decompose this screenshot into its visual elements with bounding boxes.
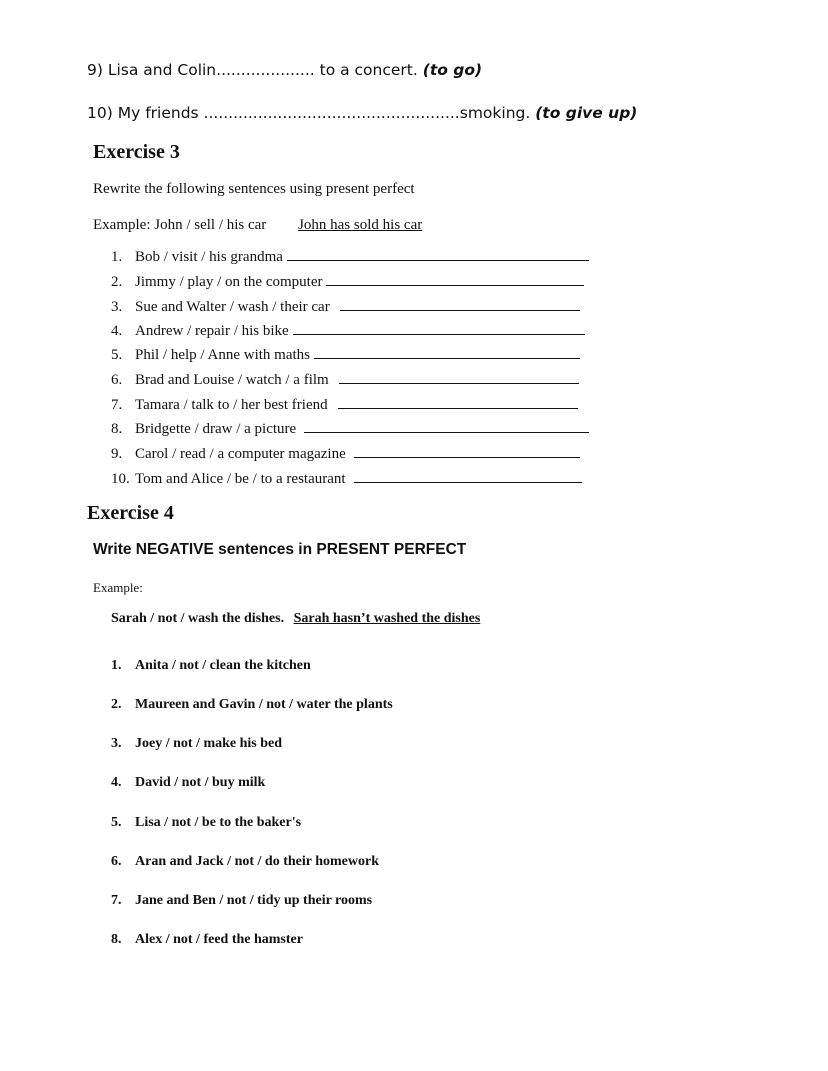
item-text: David / not / buy milk — [135, 775, 266, 790]
answer-line[interactable] — [293, 322, 585, 335]
exercise3-item — [111, 248, 589, 266]
example-prompt: Example: John / sell / his car — [93, 217, 267, 233]
item-text: Phil / help / Anne with maths — [135, 347, 310, 363]
item-text: Bridgette / draw / a picture — [135, 421, 297, 437]
item-text: Anita / not / clean the kitchen — [135, 658, 311, 673]
item-number: 1. — [111, 249, 123, 265]
example-prompt: Sarah / not / wash the dishes. — [111, 611, 285, 626]
item-number: 6. — [111, 372, 123, 388]
exercise4-instruction: Write NEGATIVE sentences in PRESENT PERFECT — [93, 541, 467, 558]
answer-line[interactable] — [354, 470, 582, 483]
item-text: Joey / not / make his bed — [135, 736, 283, 751]
answer-line[interactable] — [314, 346, 580, 359]
item-text: Lisa / not / be to the baker's — [135, 815, 302, 830]
answer-blank[interactable]: .................................................... — [203, 104, 460, 122]
exercise4-item — [111, 697, 393, 713]
item-text: My friends — [117, 104, 204, 122]
item-text: Maureen and Gavin / not / water the plants — [135, 697, 393, 712]
verb-hint: (to go) — [422, 61, 483, 79]
answer-line[interactable] — [339, 371, 579, 384]
item-text: Tamara / talk to / her best friend — [135, 397, 328, 413]
exercise3-example — [93, 217, 422, 234]
item-text: Jane and Ben / not / tidy up their rooms — [135, 893, 373, 908]
item-text: Carol / read / a computer magazine — [135, 446, 346, 462]
exercise3-item — [111, 470, 582, 488]
exercise3-item — [111, 371, 579, 389]
exercise4-example-label: Example: — [93, 580, 143, 595]
ex2-item-10 — [87, 104, 637, 122]
item-number: 10) — [87, 104, 113, 122]
exercise4-item — [111, 932, 303, 948]
item-number: 8. — [111, 932, 122, 947]
ex2-item-9 — [87, 61, 482, 79]
item-text-end: smoking. — [459, 104, 531, 122]
answer-blank[interactable]: .................... — [216, 61, 315, 79]
item-number: 7. — [111, 893, 122, 908]
exercise4-title: Exercise 4 — [87, 502, 174, 524]
exercise3-item — [111, 396, 578, 414]
item-number: 5. — [111, 347, 123, 363]
item-number: 8. — [111, 421, 123, 437]
item-text: Tom and Alice / be / to a restaurant — [135, 471, 346, 487]
answer-line[interactable] — [304, 420, 589, 433]
exercise3-title: Exercise 3 — [93, 141, 180, 163]
item-number: 3. — [111, 736, 122, 751]
item-number: 4. — [111, 323, 123, 339]
exercise4-example — [111, 611, 480, 627]
item-number: 7. — [111, 397, 123, 413]
item-text: Sue and Walter / wash / their car — [135, 299, 330, 315]
item-number: 9. — [111, 446, 123, 462]
item-number: 3. — [111, 299, 123, 315]
answer-line[interactable] — [354, 445, 580, 458]
item-text: Alex / not / feed the hamster — [135, 932, 303, 947]
exercise4-item — [111, 775, 265, 791]
item-number: 1. — [111, 658, 122, 673]
answer-line[interactable] — [340, 298, 580, 311]
exercise3-item — [111, 420, 589, 438]
item-number: 10. — [111, 471, 130, 487]
exercise3-item — [111, 298, 580, 316]
exercise3-item — [111, 346, 580, 364]
example-answer: Sarah hasn’t washed the dishes — [293, 611, 481, 626]
item-number: 5. — [111, 815, 122, 830]
answer-line[interactable] — [287, 248, 589, 261]
item-text: Jimmy / play / on the computer — [135, 274, 323, 290]
item-number: 6. — [111, 854, 122, 869]
item-text-end: to a concert. — [314, 61, 418, 79]
item-number: 2. — [111, 697, 122, 712]
exercise4-item — [111, 854, 379, 870]
exercise4-item — [111, 893, 372, 909]
item-text: Lisa and Colin — [107, 61, 217, 79]
item-text: Brad and Louise / watch / a film — [135, 372, 329, 388]
exercise4-item — [111, 815, 301, 831]
item-number: 9) — [87, 61, 103, 79]
verb-hint: (to give up) — [535, 104, 638, 122]
example-answer: John has sold his car — [298, 217, 423, 233]
exercise3-item — [111, 322, 585, 340]
exercise3-item — [111, 445, 580, 463]
answer-line[interactable] — [338, 396, 578, 409]
exercise4-item — [111, 736, 282, 752]
exercise3-item — [111, 273, 584, 291]
exercise4-item — [111, 658, 311, 674]
item-number: 4. — [111, 775, 122, 790]
item-text: Aran and Jack / not / do their homework — [135, 854, 379, 869]
item-text: Bob / visit / his grandma — [135, 249, 283, 265]
item-text: Andrew / repair / his bike — [135, 323, 289, 339]
exercise3-instruction: Rewrite the following sentences using present perfect — [93, 181, 415, 197]
answer-line[interactable] — [326, 273, 584, 286]
item-number: 2. — [111, 274, 123, 290]
